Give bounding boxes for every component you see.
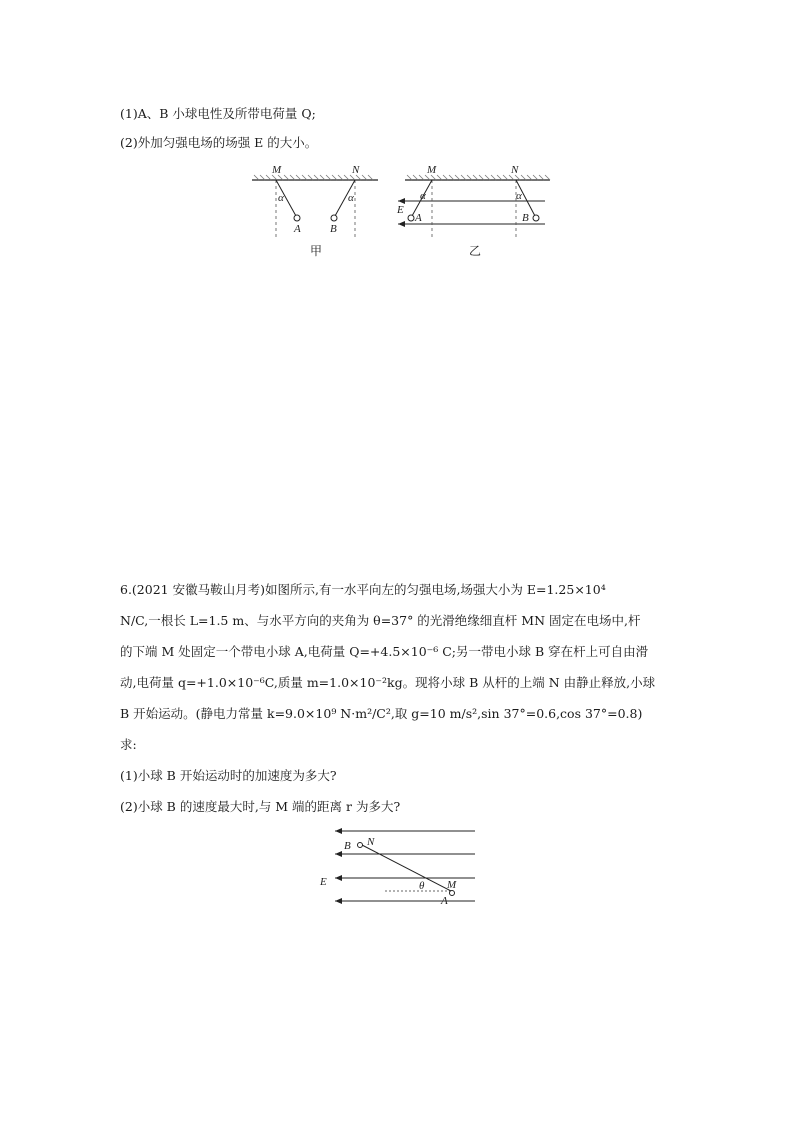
label-e: E — [397, 204, 404, 216]
label-n: N — [511, 164, 519, 176]
q6-sub2: (2)小球 B 的速度最大时,与 M 端的距离 r 为多大? — [120, 799, 401, 814]
figure-yi — [396, 164, 550, 258]
label-a: A — [441, 895, 448, 907]
q6-line3: 的下端 M 处固定一个带电小球 A,电荷量 Q=+4.5×10⁻⁶ C;另一带电小球 B 穿在杆上可自由滑 — [120, 644, 649, 659]
label-a: A — [415, 212, 422, 224]
q6-sub1: (1)小球 B 开始运动时的加速度为多大? — [120, 768, 337, 783]
figure-q5 — [240, 160, 560, 265]
ball-a — [408, 215, 414, 221]
label-alpha: α — [278, 192, 284, 204]
ball-b — [533, 215, 539, 221]
q5-sub1: (1)A、B 小球电性及所带电荷量 Q; — [120, 106, 316, 121]
q6-line2: N/C,一根长 L=1.5 m、与水平方向的夹角为 θ=37° 的光滑绝缘细直杆 MN 固定在电场中,杆 — [120, 613, 641, 628]
ball-b — [358, 843, 363, 848]
label-alpha: α — [348, 192, 354, 204]
label-m: M — [447, 879, 457, 891]
label-theta: θ — [419, 880, 425, 892]
q6-line5: B 开始运动。(静电力常量 k=9.0×10⁹ N·m²/C²,取 g=10 m/s²,sin 37°=0.6,cos 37°=0.8) — [120, 706, 643, 721]
label-b: B — [330, 223, 337, 235]
rod-mn — [362, 845, 451, 891]
label-b: B — [522, 212, 529, 224]
label-alpha: α — [420, 190, 426, 202]
label-n: N — [352, 164, 360, 176]
figure-q6 — [310, 822, 485, 912]
q6-line6: 求: — [120, 737, 137, 752]
label-n: N — [367, 836, 375, 848]
q6-line1: 6.(2021 安徽马鞍山月考)如图所示,有一水平向左的匀强电场,场强大小为 E=1.25×10⁴ — [120, 582, 606, 597]
label-m: M — [427, 164, 437, 176]
ball-b — [331, 215, 337, 221]
label-e: E — [320, 876, 327, 888]
caption-jia: 甲 — [310, 244, 323, 258]
q5-sub2: (2)外加匀强电场的场强 E 的大小。 — [120, 135, 318, 150]
label-m: M — [272, 164, 282, 176]
q6-line4: 动,电荷量 q=+1.0×10⁻⁶C,质量 m=1.0×10⁻²kg。现将小球 B 从杆的上端 N 由静止释放,小球 — [120, 675, 656, 690]
figure-jia — [252, 164, 378, 258]
ball-a — [294, 215, 300, 221]
caption-yi: 乙 — [469, 244, 482, 258]
label-alpha: α — [516, 190, 522, 202]
label-a: A — [294, 223, 301, 235]
ball-a — [450, 891, 455, 896]
label-b: B — [344, 840, 351, 852]
